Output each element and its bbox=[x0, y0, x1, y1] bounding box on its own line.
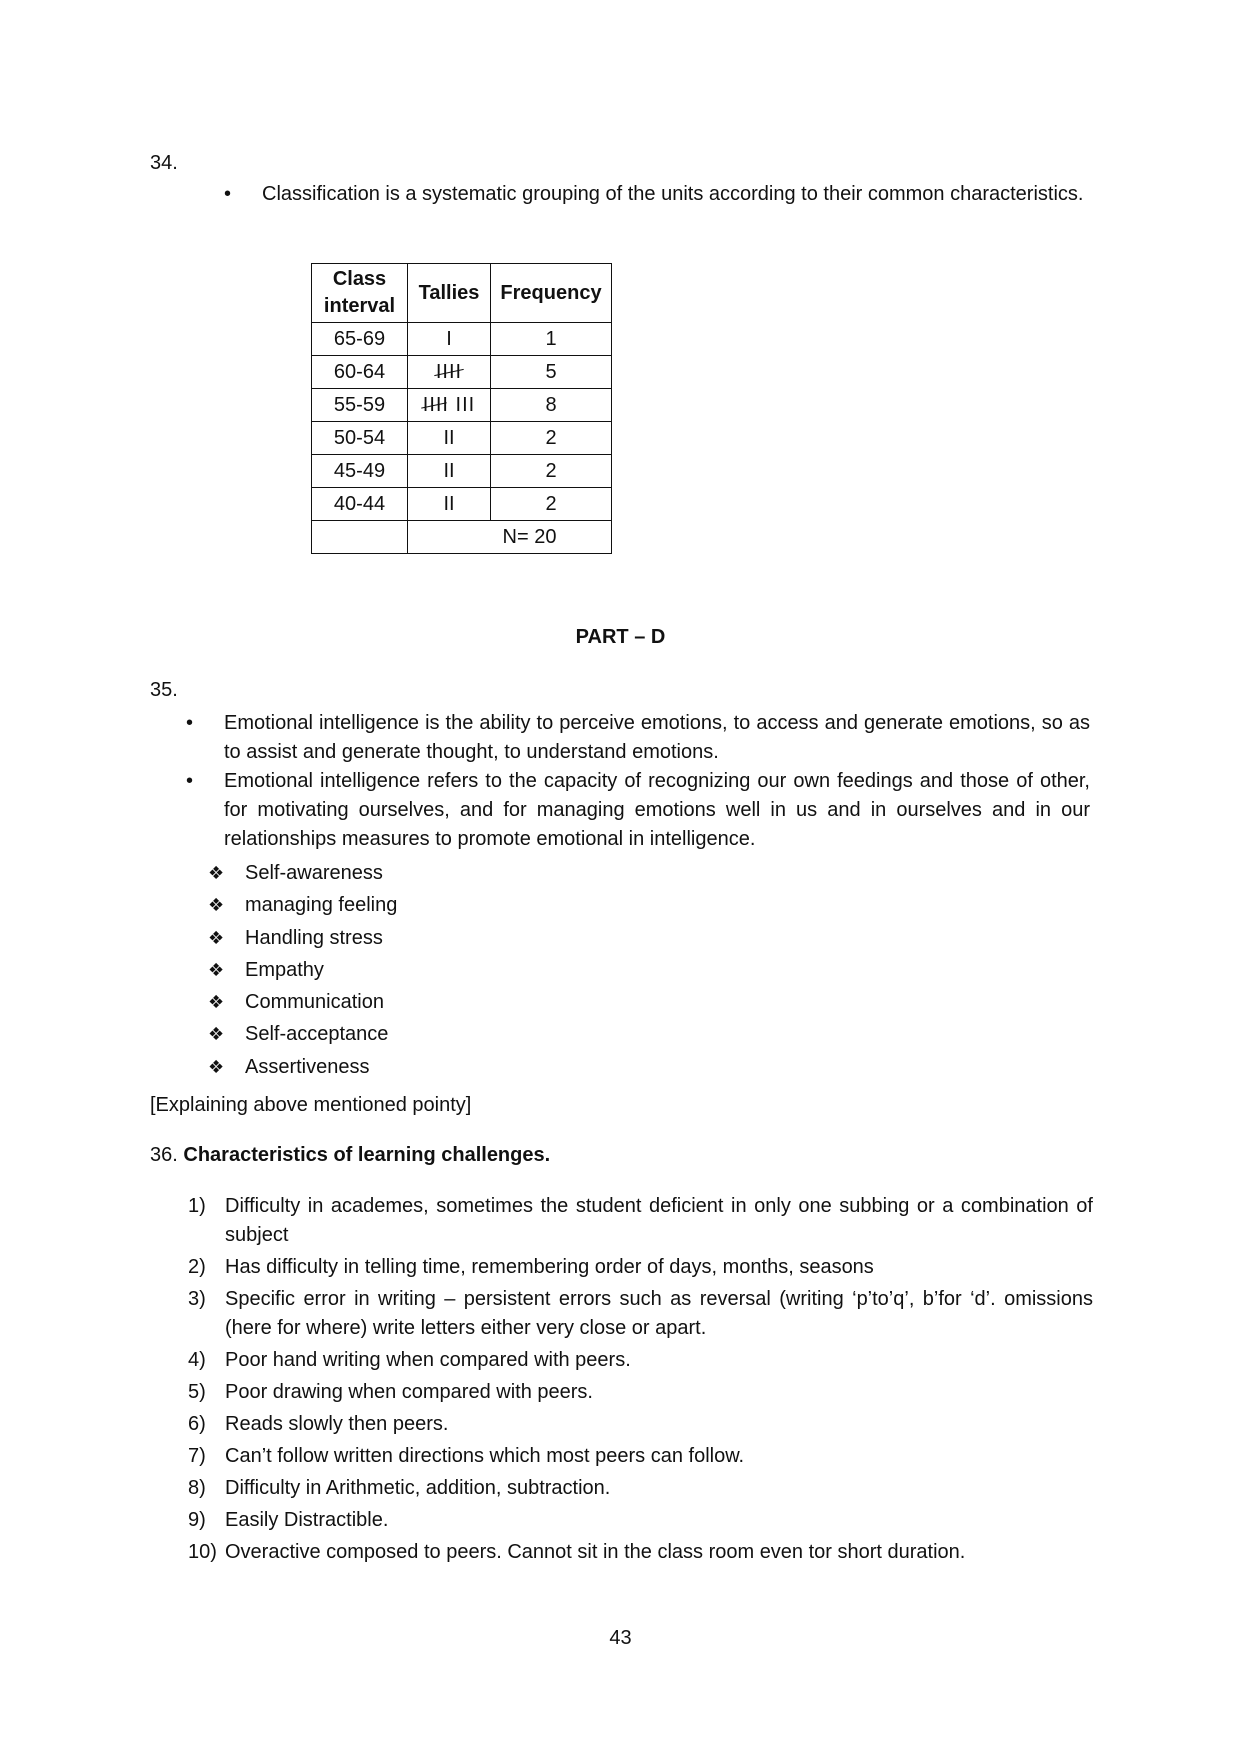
tally-group: IIII III bbox=[422, 393, 476, 416]
cell-frequency: 5 bbox=[491, 356, 612, 389]
part-d-heading: PART – D bbox=[575, 626, 666, 648]
frequency-table bbox=[311, 263, 612, 554]
cell-interval: 60-64 bbox=[312, 356, 408, 389]
table-row bbox=[312, 389, 612, 422]
cell-frequency: 1 bbox=[491, 323, 612, 356]
question-number-35: 35. bbox=[150, 679, 178, 701]
emotional-intelligence-measures bbox=[208, 857, 397, 1083]
cell-frequency: 2 bbox=[491, 422, 612, 455]
cell-interval: 45-49 bbox=[312, 455, 408, 488]
header-frequency: Frequency bbox=[491, 264, 612, 323]
cell-tally: II bbox=[408, 422, 491, 455]
list-item: 4) Poor hand writing when compared with peers. bbox=[188, 1349, 631, 1371]
cell-tally: II bbox=[408, 488, 491, 521]
diamond-bullet-icon: ❖ bbox=[208, 927, 225, 948]
list-item: ❖ Empathy bbox=[208, 954, 397, 986]
list-item: 2) Has difficulty in telling time, remembering order of days, months, seasons bbox=[188, 1256, 874, 1278]
cell-tally bbox=[408, 356, 491, 389]
table-row bbox=[312, 488, 612, 521]
cell-interval: 40-44 bbox=[312, 488, 408, 521]
q35-bullet-2: Emotional intelligence refers to the capacity of recognizing our own feedings and those of other, for motivating ourselves, and for managing emotions well in us and in ourselves and in our relationships measures to promote emotional in intelligence. bbox=[224, 770, 1090, 850]
list-item: ❖ Self-acceptance bbox=[208, 1018, 397, 1050]
q36-heading bbox=[150, 1144, 550, 1167]
cell-frequency: 2 bbox=[491, 455, 612, 488]
cell-tally bbox=[408, 389, 491, 422]
bullet-icon: • bbox=[186, 712, 194, 734]
diamond-bullet-icon: ❖ bbox=[208, 895, 225, 916]
q35-note: [Explaining above mentioned pointy] bbox=[150, 1094, 472, 1116]
list-item: ❖ Handling stress bbox=[208, 922, 397, 954]
list-item: 5) Poor drawing when compared with peers. bbox=[188, 1381, 593, 1403]
cell-frequency: 2 bbox=[491, 488, 612, 521]
bullet-icon: • bbox=[224, 183, 232, 205]
cell-tally: II bbox=[408, 455, 491, 488]
table-row bbox=[312, 323, 612, 356]
page-number: 43 bbox=[609, 1627, 632, 1649]
cell-total: N= 20 bbox=[408, 521, 612, 554]
list-item: 6) Reads slowly then peers. bbox=[188, 1413, 449, 1435]
diamond-bullet-icon: ❖ bbox=[208, 1024, 225, 1045]
list-item: 1) Difficulty in academes, sometimes the student deficient in only one subbing or a combination of subject bbox=[188, 1195, 1093, 1246]
table-row bbox=[312, 356, 612, 389]
diamond-bullet-icon: ❖ bbox=[208, 959, 225, 980]
q35-bullet-1: Emotional intelligence is the ability to perceive emotions, to access and generate emotions, so as to assist and generate thought, to understand emotions. bbox=[224, 712, 1090, 763]
cell-interval: 65-69 bbox=[312, 323, 408, 356]
list-item: 7) Can’t follow written directions which most peers can follow. bbox=[188, 1445, 745, 1467]
header-class-interval: Class interval bbox=[312, 264, 408, 323]
list-item: ❖ managing feeling bbox=[208, 889, 397, 921]
diamond-bullet-icon: ❖ bbox=[208, 863, 225, 883]
q34-bullet-text: Classification is a systematic grouping of the units according to their common characteristics. bbox=[262, 183, 1084, 205]
table-row bbox=[312, 455, 612, 488]
question-number-34: 34. bbox=[150, 152, 178, 174]
header-tallies: Tallies bbox=[408, 264, 491, 323]
diamond-bullet-icon: ❖ bbox=[208, 1056, 225, 1077]
list-item: 9) Easily Distractible. bbox=[188, 1509, 389, 1531]
table-header-row bbox=[312, 264, 612, 323]
cell-tally: I bbox=[408, 323, 491, 356]
tally-group: IIII bbox=[435, 360, 463, 383]
table-row bbox=[312, 422, 612, 455]
cell-interval: 50-54 bbox=[312, 422, 408, 455]
table-total-row bbox=[312, 521, 612, 554]
cell-frequency: 8 bbox=[491, 389, 612, 422]
cell-empty bbox=[312, 521, 408, 554]
bullet-icon: • bbox=[186, 770, 194, 792]
q36-title: Characteristics of learning challenges. bbox=[183, 1144, 551, 1166]
question-number-36: 36. bbox=[150, 1144, 178, 1166]
list-item: ❖ Communication bbox=[208, 986, 397, 1018]
cell-interval: 55-59 bbox=[312, 389, 408, 422]
list-item: 8) Difficulty in Arithmetic, addition, subtraction. bbox=[188, 1477, 611, 1499]
list-item: ❖ Assertiveness bbox=[208, 1051, 397, 1083]
diamond-bullet-icon: ❖ bbox=[208, 992, 225, 1013]
list-item: 10) Overactive composed to peers. Cannot sit in the class room even tor short duration. bbox=[188, 1541, 966, 1563]
learning-challenges-list bbox=[188, 1192, 1093, 1570]
list-item: ❖ Self-awareness bbox=[208, 857, 397, 889]
list-item: 3) Specific error in writing – persistent errors such as reversal (writing ‘p’to’q’, b’for ‘d’. omissions (here for where) write letters either very close or apart. bbox=[188, 1288, 1093, 1339]
